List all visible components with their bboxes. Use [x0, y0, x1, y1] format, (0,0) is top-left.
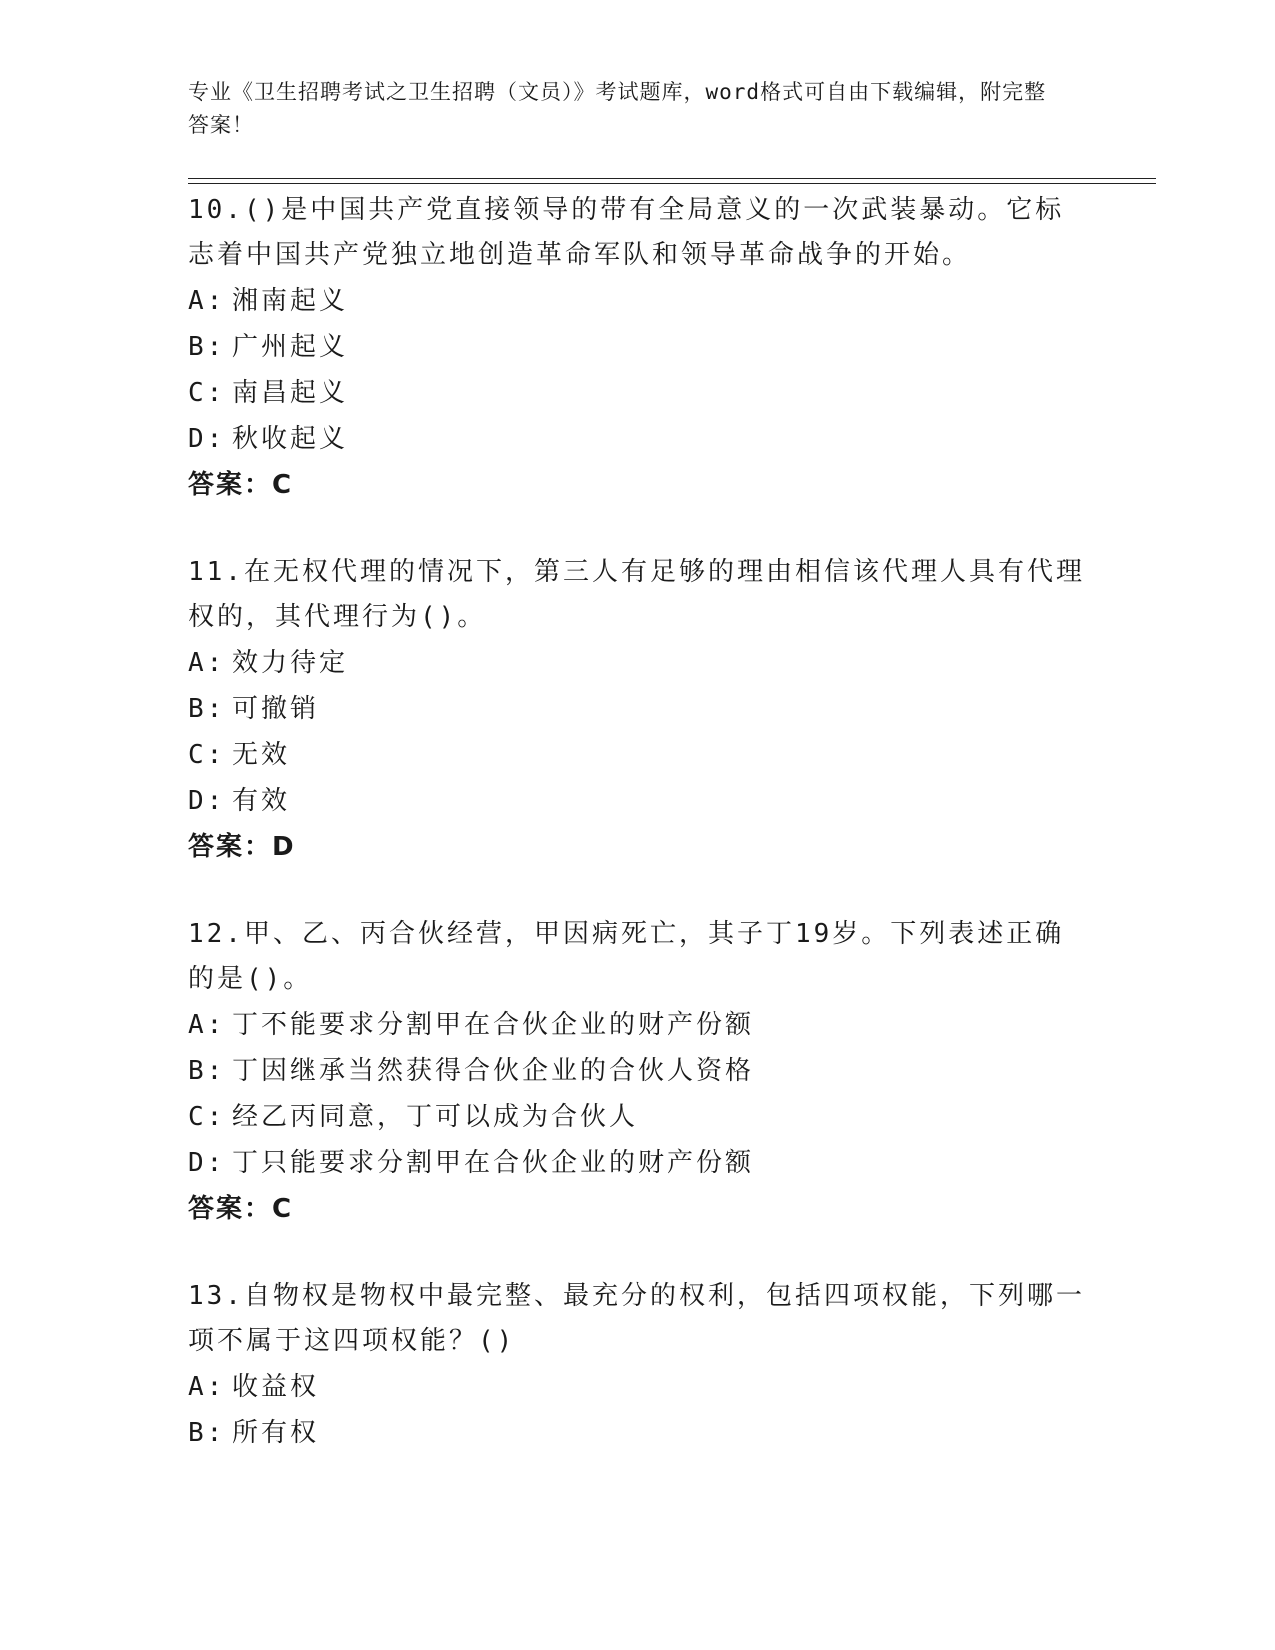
option-text: 有效 — [232, 786, 291, 816]
option-letter: A: — [188, 1372, 226, 1402]
option-letter: A: — [188, 1010, 226, 1040]
question-stem: 12.甲、乙、丙合伙经营，甲因病死亡，其子丁19岁。下列表述正确的是()。 — [188, 919, 1065, 994]
option-letter: B: — [188, 332, 226, 362]
question-list — [188, 188, 1088, 1498]
option-a — [188, 640, 1088, 686]
option-text: 丁只能要求分割甲在合伙企业的财产份额 — [232, 1148, 755, 1178]
option-text: 南昌起义 — [232, 378, 349, 408]
option-b — [188, 324, 1088, 370]
document-header: 专业《卫生招聘考试之卫生招聘（文员）》考试题库，word格式可自由下载编辑，附完整答案！ — [188, 80, 1047, 137]
option-text: 无效 — [232, 740, 291, 770]
option-letter: C: — [188, 1102, 226, 1132]
option-text: 所有权 — [232, 1418, 320, 1448]
question-10 — [188, 188, 1088, 508]
option-letter: A: — [188, 648, 226, 678]
option-letter: C: — [188, 740, 226, 770]
option-text: 效力待定 — [232, 648, 349, 678]
option-letter: D: — [188, 1148, 226, 1178]
option-letter: B: — [188, 1056, 226, 1086]
question-stem: 13.自物权是物权中最完整、最充分的权利，包括四项权能，下列哪一项不属于这四项权能？() — [188, 1281, 1085, 1356]
option-letter: D: — [188, 424, 226, 454]
option-d — [188, 778, 1088, 824]
question-stem: 11.在无权代理的情况下，第三人有足够的理由相信该代理人具有代理权的，其代理行为()。 — [188, 557, 1085, 632]
option-text: 秋收起义 — [232, 424, 349, 454]
question-12 — [188, 912, 1088, 1232]
option-letter: B: — [188, 1418, 226, 1448]
option-text: 丁不能要求分割甲在合伙企业的财产份额 — [232, 1010, 755, 1040]
option-b — [188, 1048, 1088, 1094]
question-11 — [188, 550, 1088, 870]
option-c — [188, 732, 1088, 778]
option-a — [188, 1002, 1088, 1048]
option-text: 收益权 — [232, 1372, 320, 1402]
question-13 — [188, 1274, 1088, 1456]
option-d — [188, 1140, 1088, 1186]
option-b — [188, 686, 1088, 732]
option-c — [188, 370, 1088, 416]
option-letter: D: — [188, 786, 226, 816]
answer-line: 答案：C — [188, 1194, 294, 1224]
option-text: 可撤销 — [232, 694, 320, 724]
header-divider — [188, 178, 1156, 184]
answer-line: 答案：C — [188, 470, 294, 500]
option-a — [188, 1364, 1088, 1410]
option-b — [188, 1410, 1088, 1456]
option-text: 湘南起义 — [232, 286, 349, 316]
answer-line: 答案：D — [188, 832, 296, 862]
option-a — [188, 278, 1088, 324]
option-letter: A: — [188, 286, 226, 316]
option-c — [188, 1094, 1088, 1140]
option-text: 经乙丙同意，丁可以成为合伙人 — [232, 1102, 639, 1132]
option-text: 广州起义 — [232, 332, 349, 362]
option-d — [188, 416, 1088, 462]
option-letter: C: — [188, 378, 226, 408]
option-letter: B: — [188, 694, 226, 724]
question-stem: 10.()是中国共产党直接领导的带有全局意义的一次武装暴动。它标志着中国共产党独立地创造革命军队和领导革命战争的开始。 — [188, 195, 1065, 270]
option-text: 丁因继承当然获得合伙企业的合伙人资格 — [232, 1056, 755, 1086]
